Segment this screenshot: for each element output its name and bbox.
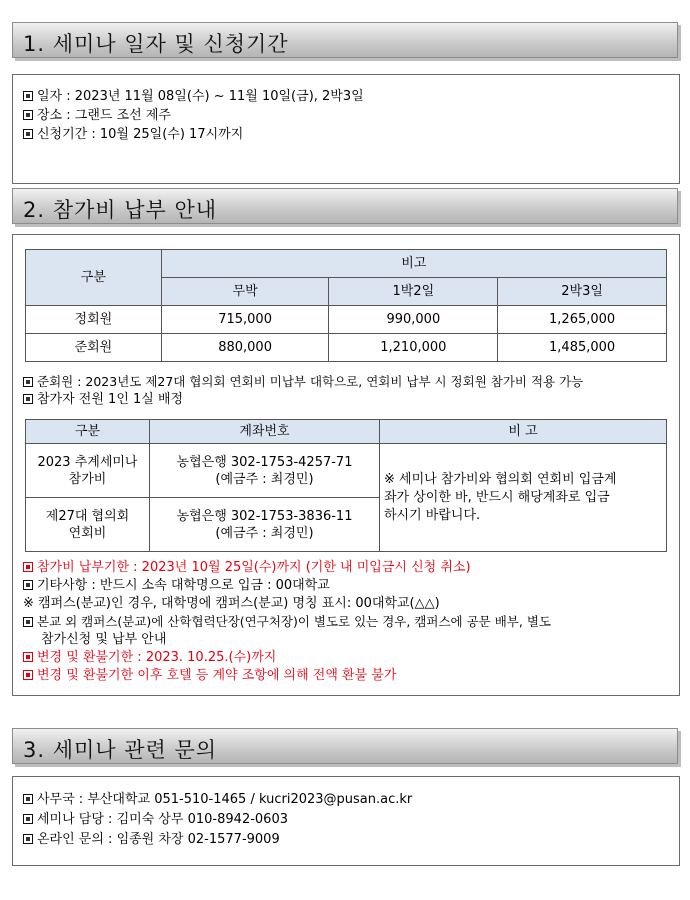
fee-row-label: 정회원 <box>26 306 162 334</box>
fee-subheader: 2박3일 <box>498 278 667 306</box>
checkbox-square-icon <box>23 794 33 804</box>
section1-box <box>12 74 680 184</box>
table-row <box>26 444 667 498</box>
branch-campus-note-cont: 참가신청 및 납부 안내 <box>41 632 167 647</box>
room-assignment-note: 참가자 전원 1인 1실 배정 <box>23 391 183 409</box>
account-number-cell: 농협은행 302-1753-4257-71 (예금주 : 최경민) <box>150 444 380 498</box>
account-remark-cell: ※ 세미나 참가비와 협의회 연회비 입금계 좌가 상이한 바, 반드시 해당계좌로 입금 하시기 바랍니다. <box>380 444 667 552</box>
seminar-contact-item: 세미나 담당 : 김미숙 상무 010-8942-0603 <box>23 811 288 829</box>
table-row <box>26 306 667 334</box>
campus-note: ※ 캠퍼스(분교)인 경우, 대학명에 캠퍼스(분교) 명칭 표시: 00대학교(△△) <box>23 596 440 611</box>
payment-deadline-note: 참가비 납부기한 : 2023년 10월 25일(수)까지 (기한 내 미입금시 신청 취소) <box>23 559 471 577</box>
checkbox-square-icon <box>23 580 33 590</box>
checkbox-square-icon <box>23 834 33 844</box>
account-category-cell: 제27대 협의회 연회비 <box>26 498 150 552</box>
associate-member-note: 준회원 : 2023년도 제27대 협의회 연회비 미납부 대학으로, 연회비 납부 시 정회원 참가비 적용 가능 <box>23 373 583 391</box>
section1-title: 1. 세미나 일자 및 신청기간 <box>23 32 289 56</box>
checkbox-square-icon <box>23 617 33 627</box>
section2-box <box>12 234 680 696</box>
checkbox-square-icon <box>23 562 33 572</box>
office-contact-item: 사무국 : 부산대학교 051-510-1465 / kucri2023@pusan.ac.kr <box>23 791 412 809</box>
fee-cell: 1,265,000 <box>498 306 667 334</box>
account-header-remark: 비 고 <box>380 420 667 444</box>
section3-title: 3. 세미나 관련 문의 <box>23 738 218 762</box>
refund-policy-note: 변경 및 환불기한 이후 호텔 등 계약 조항에 의해 전액 환불 불가 <box>23 667 396 685</box>
fee-subheader: 1박2일 <box>329 278 498 306</box>
fee-table <box>25 249 667 362</box>
account-header-number: 계좌번호 <box>150 420 380 444</box>
online-contact-item: 온라인 문의 : 임종원 차장 02-1577-9009 <box>23 831 280 849</box>
fee-cell: 990,000 <box>329 306 498 334</box>
venue-item: 장소 : 그랜드 조선 제주 <box>23 107 171 125</box>
checkbox-square-icon <box>23 377 33 387</box>
fee-cell: 1,485,000 <box>498 334 667 362</box>
checkbox-square-icon <box>23 91 33 101</box>
section3-header <box>12 728 678 764</box>
application-period-item: 신청기간 : 10월 25일(수) 17시까지 <box>23 126 243 144</box>
fee-row-label: 준회원 <box>26 334 162 362</box>
section3-box <box>12 776 680 866</box>
schedule-item: 일자 : 2023년 11월 08일(수) ~ 11월 10일(금), 2박3일 <box>23 88 364 106</box>
checkbox-square-icon <box>23 129 33 139</box>
branch-campus-note: 본교 외 캠퍼스(분교)에 산학협력단장(연구처장)이 별도로 있는 경우, 캠퍼스에 공문 배부, 별도 <box>23 613 551 631</box>
section2-title: 2. 참가비 납부 안내 <box>23 198 218 222</box>
account-number-cell: 농협은행 302-1753-3836-11 (예금주 : 최경민) <box>150 498 380 552</box>
fee-cell: 715,000 <box>161 306 329 334</box>
fee-header-category: 구분 <box>26 250 162 306</box>
checkbox-square-icon <box>23 652 33 662</box>
account-table <box>25 419 667 552</box>
checkbox-square-icon <box>23 670 33 680</box>
account-category-cell: 2023 추계세미나 참가비 <box>26 444 150 498</box>
checkbox-square-icon <box>23 394 33 404</box>
section1-header <box>12 22 678 58</box>
refund-deadline-note: 변경 및 환불기한 : 2023. 10.25.(수)까지 <box>23 649 276 667</box>
checkbox-square-icon <box>23 110 33 120</box>
fee-cell: 880,000 <box>161 334 329 362</box>
section2-header <box>12 188 678 224</box>
table-row <box>26 334 667 362</box>
fee-header-remark: 비고 <box>161 250 666 278</box>
checkbox-square-icon <box>23 814 33 824</box>
fee-subheader: 무박 <box>161 278 329 306</box>
misc-note: 기타사항 : 반드시 소속 대학명으로 입금 : 00대학교 <box>23 577 330 595</box>
account-header-category: 구분 <box>26 420 150 444</box>
fee-cell: 1,210,000 <box>329 334 498 362</box>
